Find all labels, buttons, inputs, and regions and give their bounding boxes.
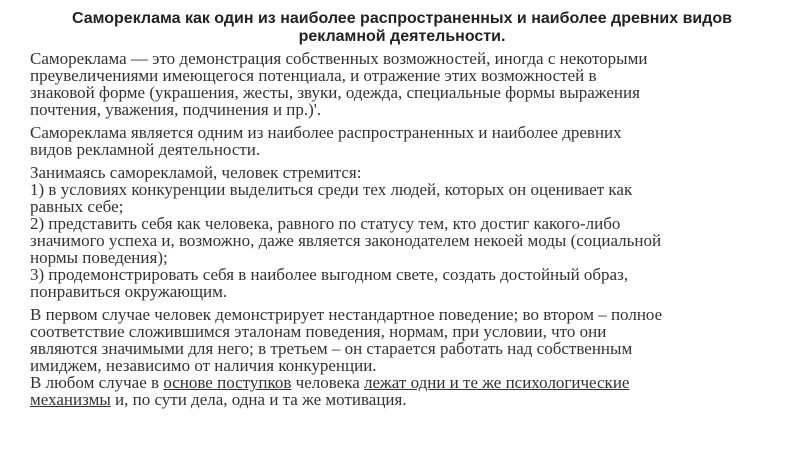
text-line: Занимаясь саморекламой, человек стремится: <box>30 163 362 182</box>
title-line-2: рекламной деятельности. <box>298 28 506 45</box>
text-run: человека <box>291 373 365 392</box>
slide-content <box>18 10 786 414</box>
paragraph-conclusion <box>30 374 786 408</box>
text-run: В любом случае в <box>30 373 164 392</box>
text-line: преувеличениями имеющегося потенциала, и отражение этих возможностей в <box>30 66 597 85</box>
text-line: имиджем, независимо от наличия конкуренции. <box>30 356 377 375</box>
paragraph-definition <box>30 50 786 118</box>
underlined-phrase: основе поступков <box>163 373 292 392</box>
paragraph-prevalence <box>30 124 786 158</box>
text-line: понравиться окружающим. <box>30 282 228 301</box>
text-line: равных себе; <box>30 197 124 216</box>
text-line: видов рекламной деятельности. <box>30 140 261 159</box>
underlined-phrase: лежат одни и те же психологические <box>364 373 630 392</box>
text-line: Самореклама — это демонстрация собственных возможностей, иногда с некоторыми <box>30 49 648 68</box>
text-line <box>30 374 786 391</box>
text-line <box>30 391 786 408</box>
text-line: Самореклама является одним из наиболее распространенных и наиболее древних <box>30 123 622 142</box>
text-line: 1) в условиях конкуренции выделиться среди тех людей, которых он оценивает как <box>30 180 633 199</box>
text-line: значимого успеха и, возможно, даже является законодателем некоей моды (социальной <box>30 231 662 250</box>
text-line: В первом случае человек демонстрирует нестандартное поведение; во втором – полное <box>30 305 663 324</box>
text-line: 2) представить себя как человека, равного по статусу тем, кто достиг какого-либо <box>30 214 621 233</box>
title-line-1: Самореклама как один из наиболее распространенных и наиболее древних видов <box>71 10 732 27</box>
paragraph-goals <box>30 164 786 300</box>
slide-title <box>18 10 786 46</box>
text-line: почтения, уважения, подчинения и пр.)'. <box>30 100 322 119</box>
paragraph-cases <box>30 306 786 374</box>
underlined-phrase: механизмы <box>30 390 111 409</box>
text-line: знаковой форме (украшения, жесты, звуки, одежда, специальные формы выражения <box>30 83 640 102</box>
text-line: нормы поведения); <box>30 248 168 267</box>
text-line: соответствие сложившимся эталонам поведения, нормам, при условии, что они <box>30 322 607 341</box>
text-run: и, по сути дела, одна и та же мотивация. <box>110 390 407 409</box>
text-line: 3) продемонстрировать себя в наиболее выгодном свете, создать достойный образ, <box>30 265 629 284</box>
text-line: являются значимыми для него; в третьем – он старается работать над собственным <box>30 339 633 358</box>
